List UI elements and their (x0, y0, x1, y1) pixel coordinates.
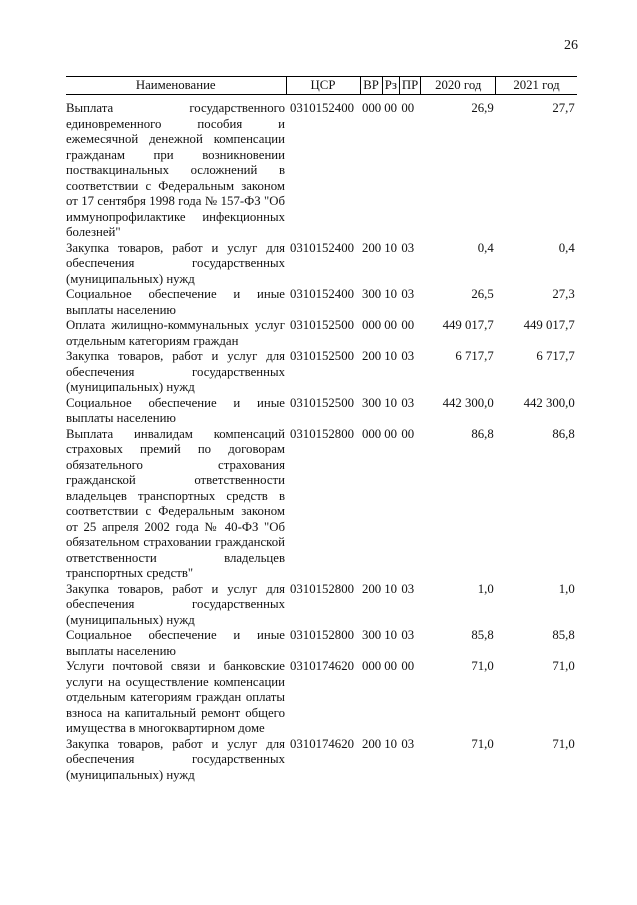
row-value-2020: 26,9 (471, 101, 494, 115)
row-value-2021: 27,3 (552, 287, 575, 301)
row-name: Выплата инвалидам компенсаций страховых премий по договорам обязательного страхования гражданской ответственности владельцев транспортных средств в соответствии с Федеральным законом от 25 апреля 2002 года № 40-ФЗ "Об обязательном страховании гражданской ответственности владельцев транспортных средств" (66, 426, 285, 580)
row-name: Социальное обеспечение и иные выплаты населению (66, 628, 285, 658)
row-pr: 03 (401, 287, 415, 301)
row-name: Закупка товаров, работ и услуг для обеспечения государственных (муниципальных) нужд (66, 581, 285, 627)
row-pr: 03 (401, 349, 415, 363)
row-value-2020: 71,0 (471, 659, 494, 673)
row-pr: 03 (401, 628, 415, 642)
row-name: Закупка товаров, работ и услуг для обеспечения государственных (муниципальных) нужд (66, 736, 285, 782)
row-csr: 0310152400 (290, 287, 354, 301)
header-rz: Рз (382, 77, 399, 95)
row-pr: 03 (401, 581, 415, 596)
row-name: Выплата государственного единовременного пособия и ежемесячной денежной компенсации гражданам при возникновении поствакцинальных осложнений в соответствии с Федеральным законом от 17 сентября 1998 года № 157-ФЗ "Об иммунопрофилактике инфекционных болезней" (66, 101, 285, 239)
row-value-2020: 442 300,0 (442, 395, 494, 410)
row-value-2021: 71,0 (552, 736, 575, 751)
row-rz: 10 (384, 628, 397, 642)
row-vr: 200 (362, 240, 382, 255)
table-row (66, 95, 577, 241)
table-row (66, 318, 577, 349)
row-csr: 0310152800 (290, 581, 354, 596)
row-name: Социальное обеспечение и иные выплаты населению (66, 287, 285, 317)
table-row (66, 628, 577, 659)
row-value-2020: 86,8 (471, 426, 494, 441)
row-value-2021: 85,8 (552, 628, 575, 642)
row-vr: 200 (362, 581, 382, 596)
table-header-row (66, 77, 577, 95)
row-rz: 10 (384, 287, 397, 301)
row-vr: 200 (362, 349, 382, 363)
row-pr: 03 (401, 395, 415, 410)
budget-table (66, 76, 577, 783)
header-pr: ПР (399, 77, 420, 95)
row-value-2020: 0,4 (477, 240, 494, 255)
table-row (66, 241, 577, 288)
row-rz: 10 (384, 240, 397, 255)
row-rz: 10 (384, 736, 397, 751)
row-value-2021: 449 017,7 (523, 318, 575, 332)
row-pr: 03 (401, 736, 415, 751)
row-value-2021: 1,0 (558, 581, 575, 596)
header-name: Наименование (66, 77, 286, 95)
row-pr: 00 (401, 659, 415, 673)
header-vr: ВР (360, 77, 382, 95)
row-value-2020: 449 017,7 (442, 318, 494, 332)
row-pr: 00 (401, 318, 415, 332)
table-row (66, 659, 577, 737)
row-name: Закупка товаров, работ и услуг для обеспечения государственных (муниципальных) нужд (66, 349, 285, 394)
row-value-2021: 86,8 (552, 426, 575, 441)
row-name: Оплата жилищно-коммунальных услуг отдельным категориям граждан (66, 318, 285, 348)
row-rz: 00 (384, 101, 397, 115)
row-value-2020: 6 717,7 (455, 349, 494, 363)
page-number: 26 (564, 38, 578, 53)
row-vr: 200 (362, 736, 382, 751)
row-rz: 00 (384, 318, 397, 332)
row-vr: 000 (362, 101, 382, 115)
row-pr: 03 (401, 240, 415, 255)
row-vr: 300 (362, 395, 382, 410)
table-row (66, 582, 577, 629)
row-value-2020: 85,8 (471, 628, 494, 642)
table-row (66, 396, 577, 427)
row-vr: 000 (362, 659, 382, 673)
row-csr: 0310152800 (290, 426, 354, 441)
header-csr: ЦСР (286, 77, 360, 95)
row-csr: 0310152500 (290, 349, 354, 363)
row-rz: 10 (384, 349, 397, 363)
table-row (66, 287, 577, 318)
row-rz: 10 (384, 581, 397, 596)
row-vr: 300 (362, 628, 382, 642)
row-name: Социальное обеспечение и иные выплаты населению (66, 395, 285, 425)
row-value-2021: 27,7 (552, 101, 575, 115)
row-value-2021: 6 717,7 (536, 349, 575, 363)
row-csr: 0310152800 (290, 628, 354, 642)
table-row (66, 737, 577, 784)
header-2021: 2021 год (496, 77, 577, 95)
row-rz: 00 (384, 426, 397, 441)
row-pr: 00 (401, 101, 415, 115)
row-rz: 10 (384, 395, 397, 410)
row-csr: 0310152500 (290, 395, 354, 410)
row-value-2021: 442 300,0 (523, 395, 575, 410)
row-value-2021: 0,4 (558, 240, 575, 255)
row-value-2020: 26,5 (471, 287, 494, 301)
row-csr: 0310174620 (290, 659, 354, 673)
row-value-2020: 1,0 (477, 581, 494, 596)
row-csr: 0310152400 (290, 101, 354, 115)
row-value-2021: 71,0 (552, 659, 575, 673)
row-value-2020: 71,0 (471, 736, 494, 751)
row-csr: 0310174620 (290, 736, 354, 751)
table-row (66, 427, 577, 582)
row-vr: 300 (362, 287, 382, 301)
header-2020: 2020 год (421, 77, 496, 95)
row-pr: 00 (401, 426, 415, 441)
table-body (66, 95, 577, 784)
row-vr: 000 (362, 318, 382, 332)
row-name: Услуги почтовой связи и банковские услуги на осуществление компенсации отдельным категориям граждан оплаты взноса на капитальный ремонт общего имущества в многоквартирном доме (66, 659, 285, 735)
row-name: Закупка товаров, работ и услуг для обеспечения государственных (муниципальных) нужд (66, 240, 285, 286)
row-csr: 0310152400 (290, 240, 354, 255)
row-csr: 0310152500 (290, 318, 354, 332)
row-vr: 000 (362, 426, 382, 441)
row-rz: 00 (384, 659, 397, 673)
table-row (66, 349, 577, 396)
